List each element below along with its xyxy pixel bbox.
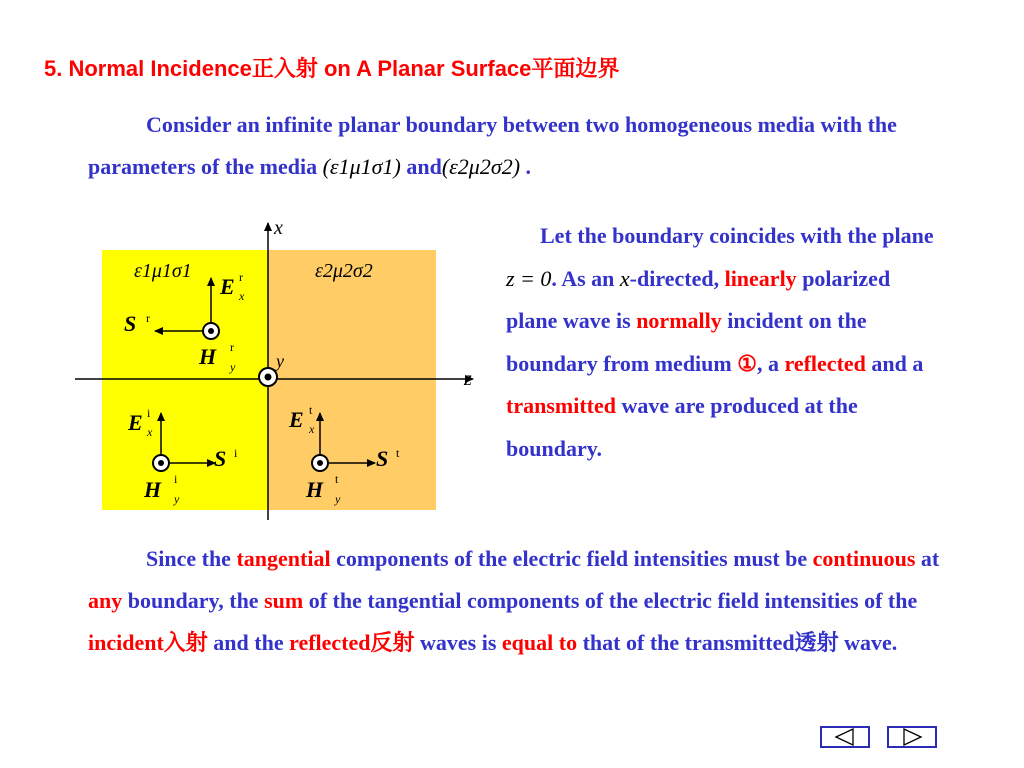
medium-number: ① <box>737 350 757 376</box>
continuity-paragraph <box>88 538 978 664</box>
transmitted-h-sub: y <box>335 492 341 506</box>
reflected-s-label: S <box>124 311 137 336</box>
hl-reflected-cn: reflected反射 <box>289 630 415 655</box>
incident-h-dot-icon <box>158 460 164 466</box>
hl-reflected: reflected <box>784 350 866 376</box>
medium-1-label: ε1μ1σ1 <box>134 260 192 282</box>
p2-text-7: and a <box>871 350 924 376</box>
hl-tangential: tangential <box>236 546 331 571</box>
transmitted-s-sup: t <box>396 446 400 460</box>
transmitted-e-label: E <box>289 407 304 432</box>
hl-any: any <box>88 588 123 613</box>
transmitted-h-dot-icon <box>317 460 323 466</box>
slide-title: 5. Normal Incidence正入射 on A Planar Surface平面边界 <box>44 56 620 81</box>
intro-text: Consider an infinite planar boundary between two homogeneous media with the parameters of the media <box>88 112 897 179</box>
boundary-paragraph <box>506 215 946 470</box>
p3-text-4: boundary, the <box>127 588 259 613</box>
incident-h-sub: y <box>174 492 180 506</box>
reflected-h-label: H <box>199 344 217 369</box>
triangle-right-icon <box>889 728 935 746</box>
x-axis-label: x <box>274 217 283 239</box>
hl-continuous: continuous <box>812 546 916 571</box>
hl-linearly: linearly <box>724 265 797 291</box>
incident-h-label: H <box>144 477 162 502</box>
x-variable: x <box>619 265 630 291</box>
y-dot-icon <box>265 374 272 381</box>
prev-slide-button[interactable] <box>820 726 870 748</box>
period-text: . <box>525 154 532 179</box>
z-axis-label: z <box>464 368 472 390</box>
p2-text-8: wave are produced at the boundary. <box>506 393 858 461</box>
reflected-e-sup: r <box>239 270 243 284</box>
p3-text-8: that of the transmitted透射 wave. <box>582 630 898 655</box>
media2-params: (ε2μ2σ2) <box>441 154 521 179</box>
reflected-h-sup: r <box>230 340 234 354</box>
p2-text-2: . As an <box>551 265 615 291</box>
transmitted-h-label: H <box>306 477 324 502</box>
reflected-e-label: E <box>220 274 235 299</box>
intro-paragraph <box>88 104 968 188</box>
next-slide-button[interactable] <box>887 726 937 748</box>
p2-text-1: Let the boundary coincides with the plane <box>540 223 934 248</box>
incident-s-label: S <box>214 446 227 471</box>
incident-e-label: E <box>128 410 143 435</box>
medium-2-label: ε2μ2σ2 <box>315 260 373 282</box>
p3-text-1: Since the <box>146 546 231 571</box>
media1-params: (ε1μ1σ1) <box>322 154 401 179</box>
transmitted-e-sub: x <box>309 422 315 436</box>
p3-text-3: at <box>920 546 940 571</box>
reflected-e-sub: x <box>239 289 245 303</box>
incident-e-sup: i <box>147 406 151 420</box>
p2-text-4: polarized plane wave is <box>506 265 891 333</box>
reflected-s-sup: r <box>146 311 150 325</box>
triangle-left-icon <box>822 728 868 746</box>
reflected-h-dot-icon <box>208 328 214 334</box>
hl-normally: normally <box>636 308 722 333</box>
hl-incident: incident入射 <box>88 630 208 655</box>
transmitted-e-sup: t <box>309 403 313 417</box>
p3-text-5: of the tangential components of the electric field intensities of the <box>308 588 918 613</box>
and-text: and <box>406 154 442 179</box>
incident-h-sup: i <box>174 472 178 486</box>
normal-incidence-diagram <box>70 215 490 525</box>
p2-text-5: incident on the boundary from medium <box>506 308 867 376</box>
p2-text-3: -directed, <box>629 265 720 291</box>
transmitted-s-label: S <box>376 446 389 471</box>
transmitted-h-sup: t <box>335 472 339 486</box>
y-axis-label: y <box>276 351 284 371</box>
plane-equation: z = 0 <box>506 265 552 291</box>
hl-sum: sum <box>264 588 304 613</box>
p2-text-6: , a <box>756 350 779 376</box>
incident-e-sub: x <box>147 425 153 439</box>
reflected-h-sub: y <box>230 360 236 374</box>
medium-2-region <box>268 250 436 510</box>
hl-equal-to: equal to <box>501 630 578 655</box>
p3-text-6: and the <box>213 630 284 655</box>
p3-text-2: components of the electric field intensities must be <box>336 546 808 571</box>
hl-transmitted: transmitted <box>506 393 616 418</box>
p3-text-7: waves is <box>420 630 497 655</box>
incident-s-sup: i <box>234 446 238 460</box>
